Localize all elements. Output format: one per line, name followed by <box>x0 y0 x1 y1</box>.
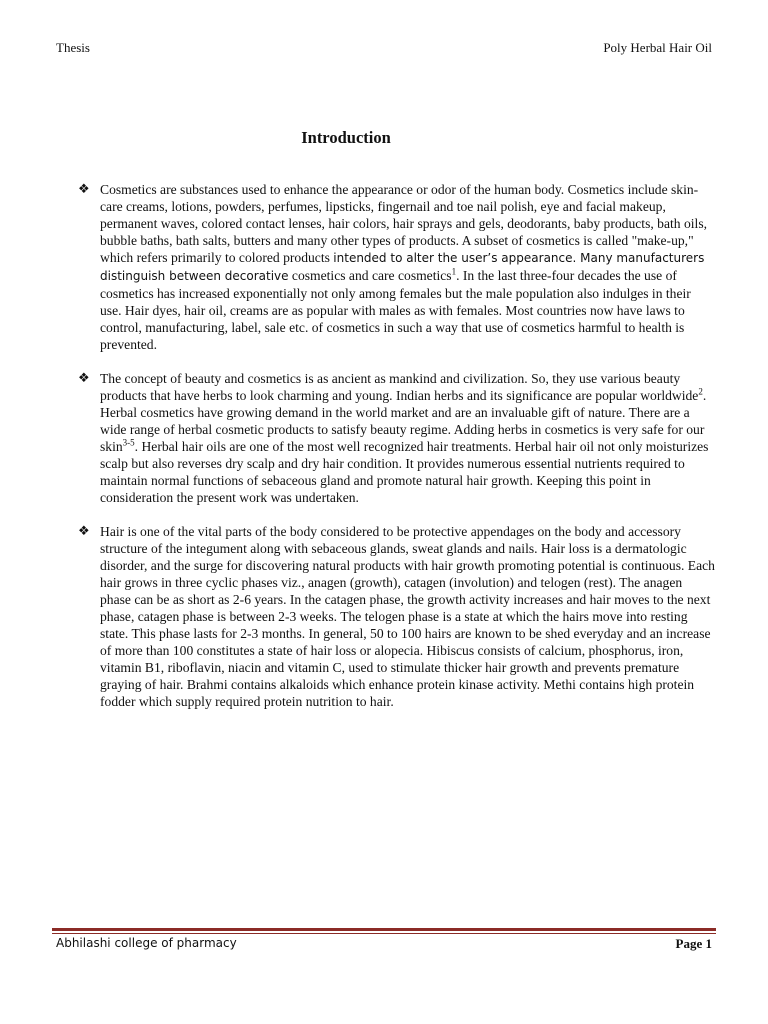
diamond-bullet-icon: ❖ <box>78 182 90 197</box>
bullet-item <box>78 523 718 710</box>
diamond-bullet-icon: ❖ <box>78 524 90 539</box>
footer-divider <box>52 928 716 931</box>
page-title: Introduction <box>301 128 391 147</box>
footer-divider-thin <box>52 933 716 934</box>
bullet-item <box>78 370 718 506</box>
diamond-bullet-icon: ❖ <box>78 371 90 386</box>
body-content <box>78 181 718 727</box>
paragraph-3: Hair is one of the vital parts of the body considered to be protective appendages on the body and accessory structure of the integument along with sebaceous glands, sweat glands and nails. Hair loss is a dermatologic disorder, and the surge for discovering natural products with hair growth promoting potential is continuous. Each hair grows in three cyclic phases viz., anagen (growth), catagen (involution) and telogen (rest). The anagen phase can be as short as 2-6 years. In the catagen phase, the growth activity increases and hair moves to the next phase, catagen phase is between 2-3 weeks. The telogen phase is a state at which the hairs move into resting state. This phase lasts for 2-3 months. In general, 50 to 100 hairs are known to be shed everyday and an increase of more than 100 constitutes a state of hair loss or alopecia. Hibiscus consists of calcium, phosphorus, iron, vitamin B1, riboflavin, niacin and vitamin C, used to stimulate thicker hair growth and prevents premature graying of hair. Brahmi contains alkaloids which enhance protein kinase activity. Methi contains high protein fodder which supply required protein nutrition to hair. <box>100 524 715 709</box>
header-left: Thesis <box>56 40 90 55</box>
footer-left: Abhilashi college of pharmacy <box>56 936 237 950</box>
paragraph-1: Cosmetics are substances used to enhance the appearance or odor of the human body. Cosmetics include skin-care creams, lotions, powders, perfumes, lipsticks, fingernail and toe nail polish, eye and facial makeup, permanent waves, colored contact lenses, hair colors, hair sprays and gels, deodorants, baby products, bath oils, bubble baths, bath salts, butters and many other types of products. A subset of cosmetics is called "make-up," which refers primarily to colored products intended to alter the user’s appearance. Many manufacturers distinguish between decorative cosmetics and care cosmetics$^1$. In the last three-four decades the use of cosmetics has increased exponentially not only among females but the male population also indulges in their use. Hair dyes, hair oil, creams are as popular with males as with females. Most countries now have laws to control, manufacturing, label, sale etc. of cosmetics in such a way that use of cosmetics harmful to health is prevented. <box>100 182 708 352</box>
header-right: Poly Herbal Hair Oil <box>603 40 712 55</box>
paragraph-2: The concept of beauty and cosmetics is as ancient as mankind and civilization. So, they use various beauty products that have herbs to look charming and young. Indian herbs and its significance are popular worldwide$^2$. Herbal cosmetics have growing demand in the world market and are an invaluable gift of nature. There are a wide range of herbal cosmetic products to satisfy beauty regime. Adding herbs in cosmetics is very safe for our skin$^{3-5}$. Herbal hair oils are one of the most well recognized hair treatments. Herbal hair oil not only moisturizes scalp but also reverses dry scalp and dry hair condition. It provides numerous essential nutrients required to maintain normal functions of sebaceous gland and promote natural hair growth. Keeping this point in consideration the present work was undertaken. <box>100 371 709 505</box>
page-number: Page 1 <box>675 936 712 951</box>
bullet-item <box>78 181 718 353</box>
